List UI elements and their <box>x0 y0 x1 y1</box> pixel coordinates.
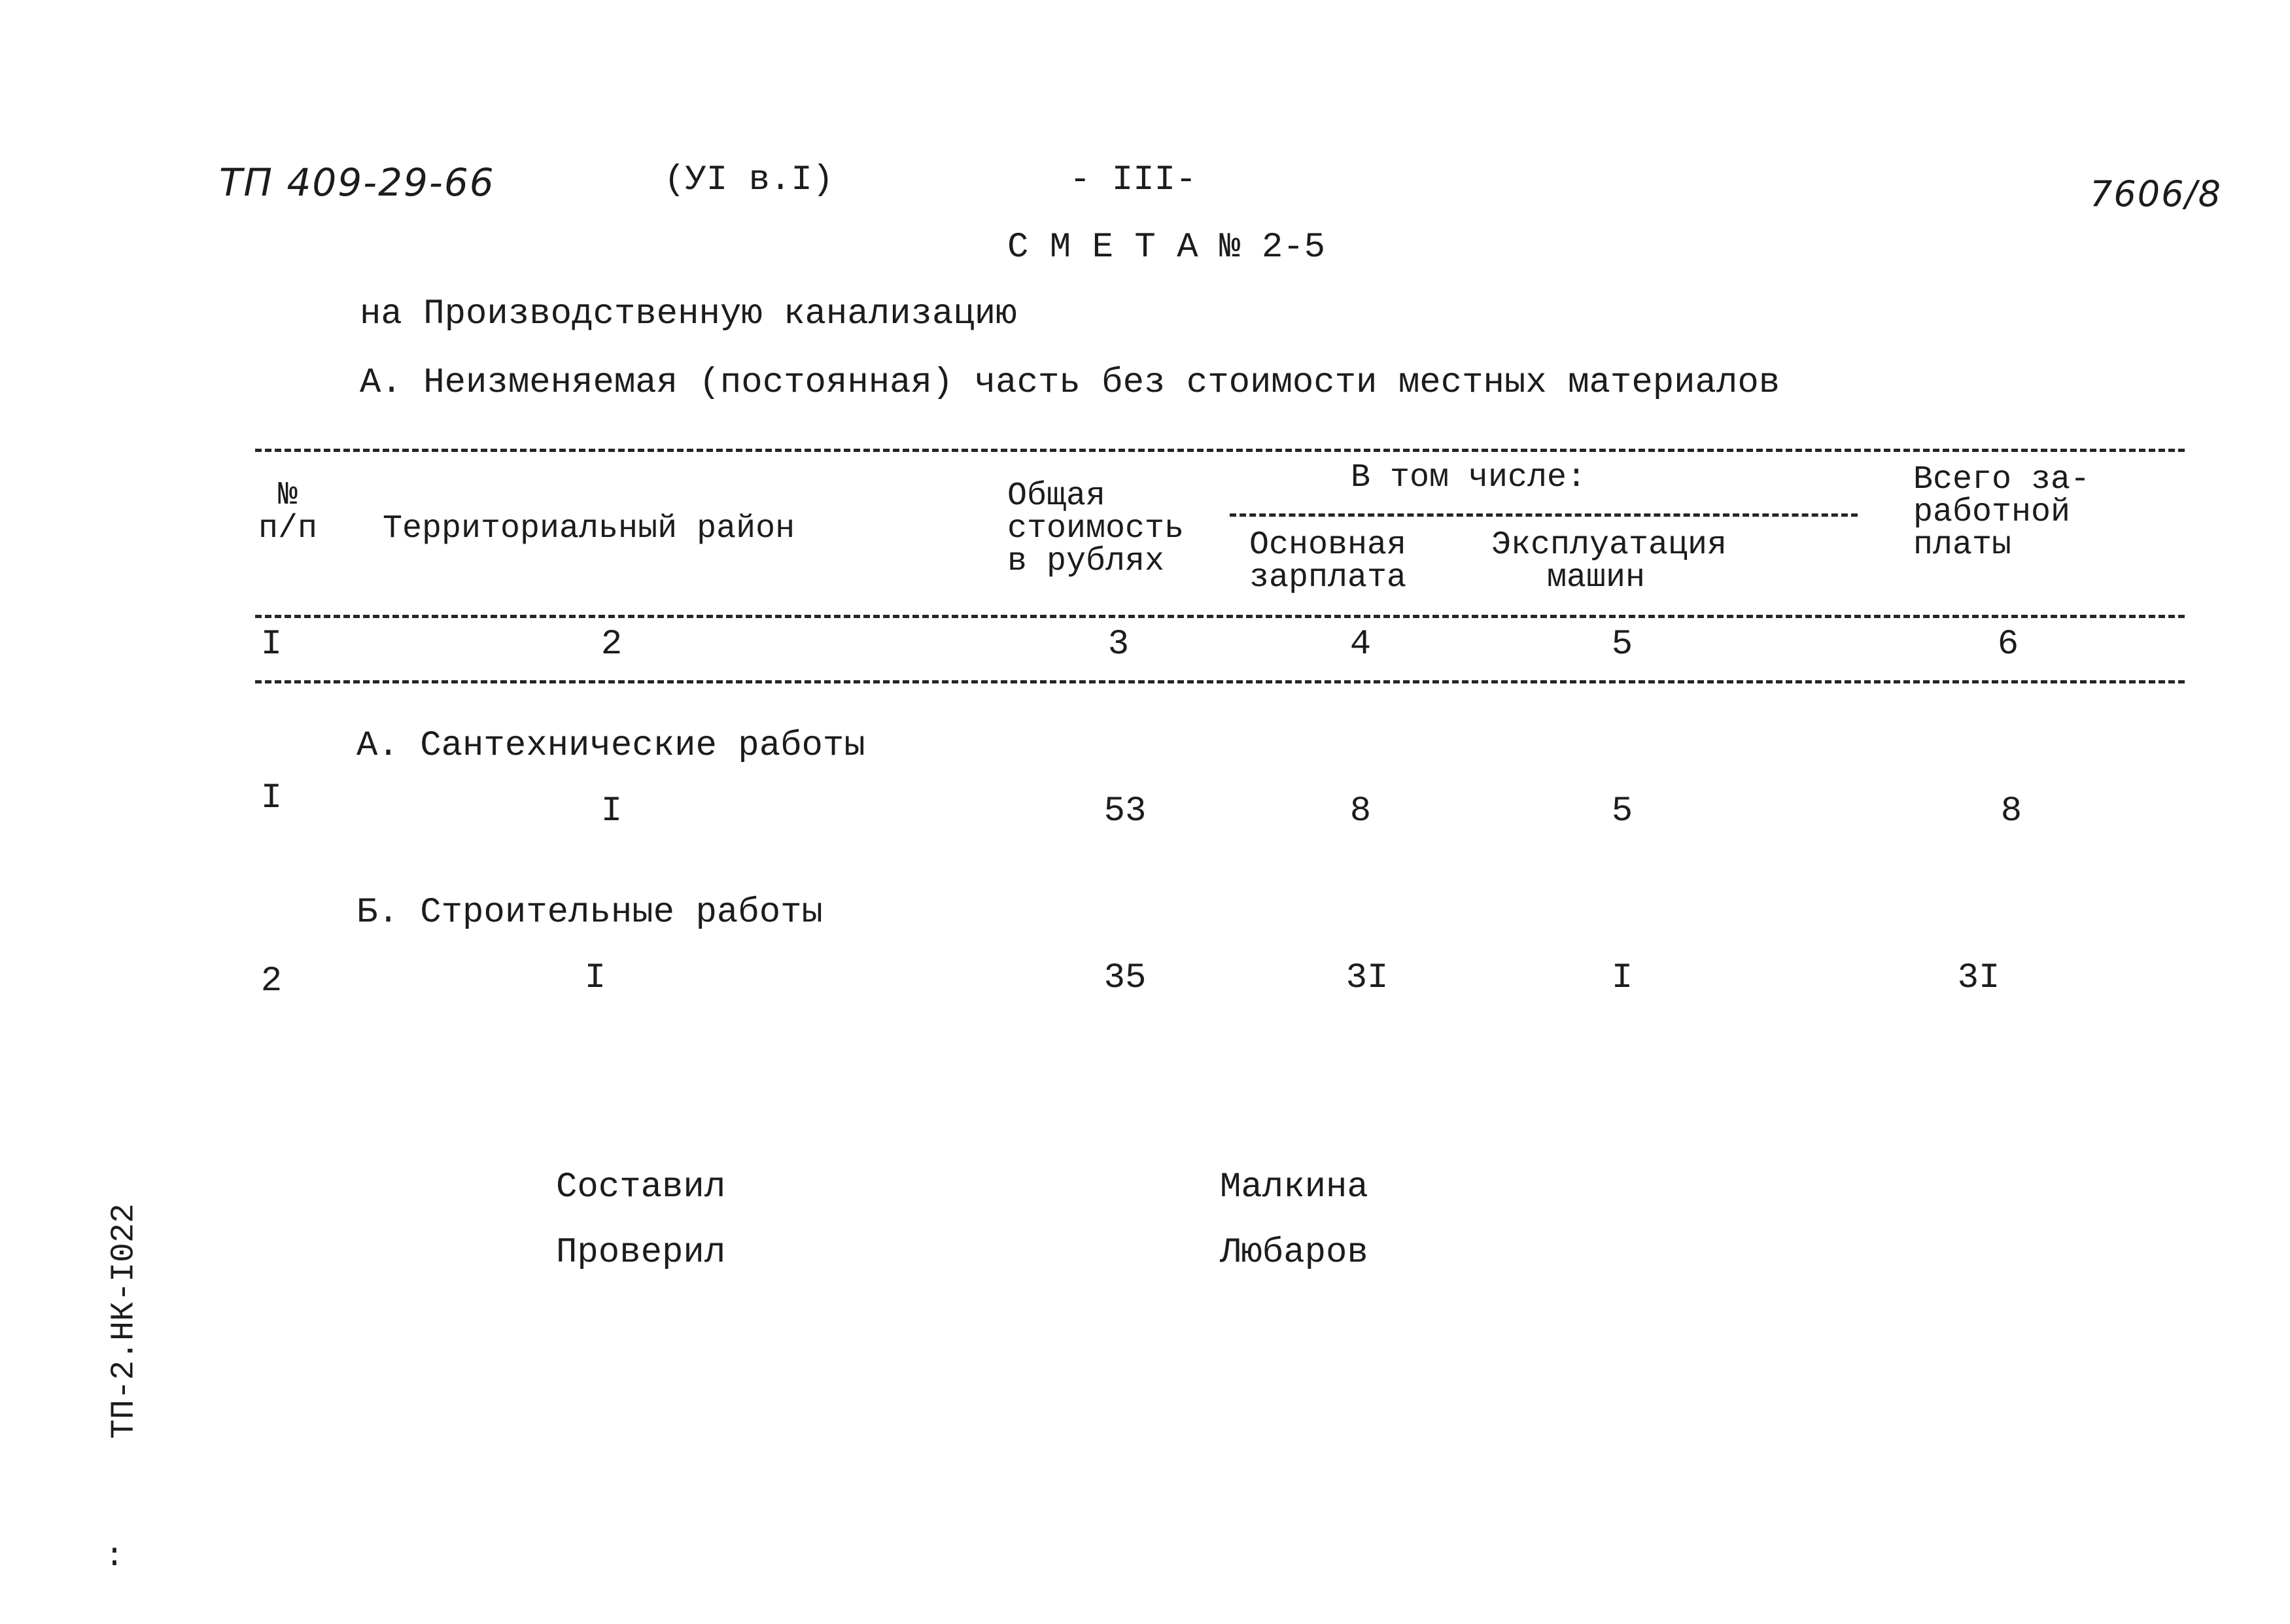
column-number: 6 <box>1997 625 2019 665</box>
section-title: А. Сантехнические работы <box>356 726 865 766</box>
row-num: I <box>260 778 283 818</box>
compiled-label: Составил <box>556 1167 726 1207</box>
row-region: I <box>584 958 606 998</box>
header-total-line3: в рублях <box>1007 543 1165 580</box>
row-total-wage: 8 <box>2000 791 2022 831</box>
margin-stamp: ТП-2.НК-I022 <box>105 1203 143 1440</box>
header-total-line1: Общая <box>1007 477 1106 515</box>
numbers-bottom-rule <box>255 680 2185 683</box>
row-num: 2 <box>260 961 283 1001</box>
row-machines: 5 <box>1611 791 1633 831</box>
row-wage: 8 <box>1349 791 1372 831</box>
column-number: I <box>260 625 283 665</box>
row-total: 53 <box>1103 791 1147 831</box>
column-number: 3 <box>1107 625 1130 665</box>
row-wage: 3I <box>1345 958 1389 998</box>
page-number: - III- <box>1069 160 1197 200</box>
checked-name: Любаров <box>1220 1233 1368 1273</box>
header-total-wage-line3: платы <box>1913 527 2012 564</box>
section-title: Б. Строительные работы <box>356 893 823 933</box>
row-total: 35 <box>1103 958 1147 998</box>
column-number: 2 <box>600 625 623 665</box>
row-total-wage: 3I <box>1957 958 2000 998</box>
column-number: 5 <box>1611 625 1633 665</box>
project-code: ТП 409-29-66 <box>219 160 495 205</box>
header-wage-line2: зарплата <box>1249 559 1407 596</box>
header-total-wage-line1: Всего за- <box>1913 461 2090 498</box>
compiled-name: Малкина <box>1220 1167 1368 1207</box>
row-machines: I <box>1611 958 1633 998</box>
margin-mark: : <box>105 1538 125 1576</box>
checked-label: Проверил <box>556 1233 726 1273</box>
document-title: С М Е Т А № 2-5 <box>1007 228 1326 268</box>
header-num: п/п <box>258 510 318 547</box>
including-rule <box>1230 513 1858 517</box>
header-machines-line1: Эксплуатация <box>1491 527 1727 564</box>
header-bottom-rule <box>255 615 2185 618</box>
header-wage-line1: Основная <box>1249 527 1407 564</box>
header-total-wage-line2: работной <box>1913 494 2071 531</box>
column-number: 4 <box>1349 625 1372 665</box>
header-region: Территориальный район <box>383 510 795 547</box>
table-top-rule <box>255 449 2185 452</box>
header-including: В том числе: <box>1351 459 1587 496</box>
header-machines-line2: машин <box>1547 559 1646 596</box>
header-num-symbol: № <box>277 477 298 514</box>
volume-label: (УI в.I) <box>664 160 834 200</box>
document-subject: на Производственную канализацию <box>360 294 1017 334</box>
document-part: А. Неизменяемая (постоянная) часть без стоимости местных материалов <box>360 363 1780 403</box>
sheet-code: 7606/8 <box>2090 173 2222 215</box>
header-total-line2: стоимость <box>1007 510 1185 547</box>
row-region: I <box>600 791 623 831</box>
